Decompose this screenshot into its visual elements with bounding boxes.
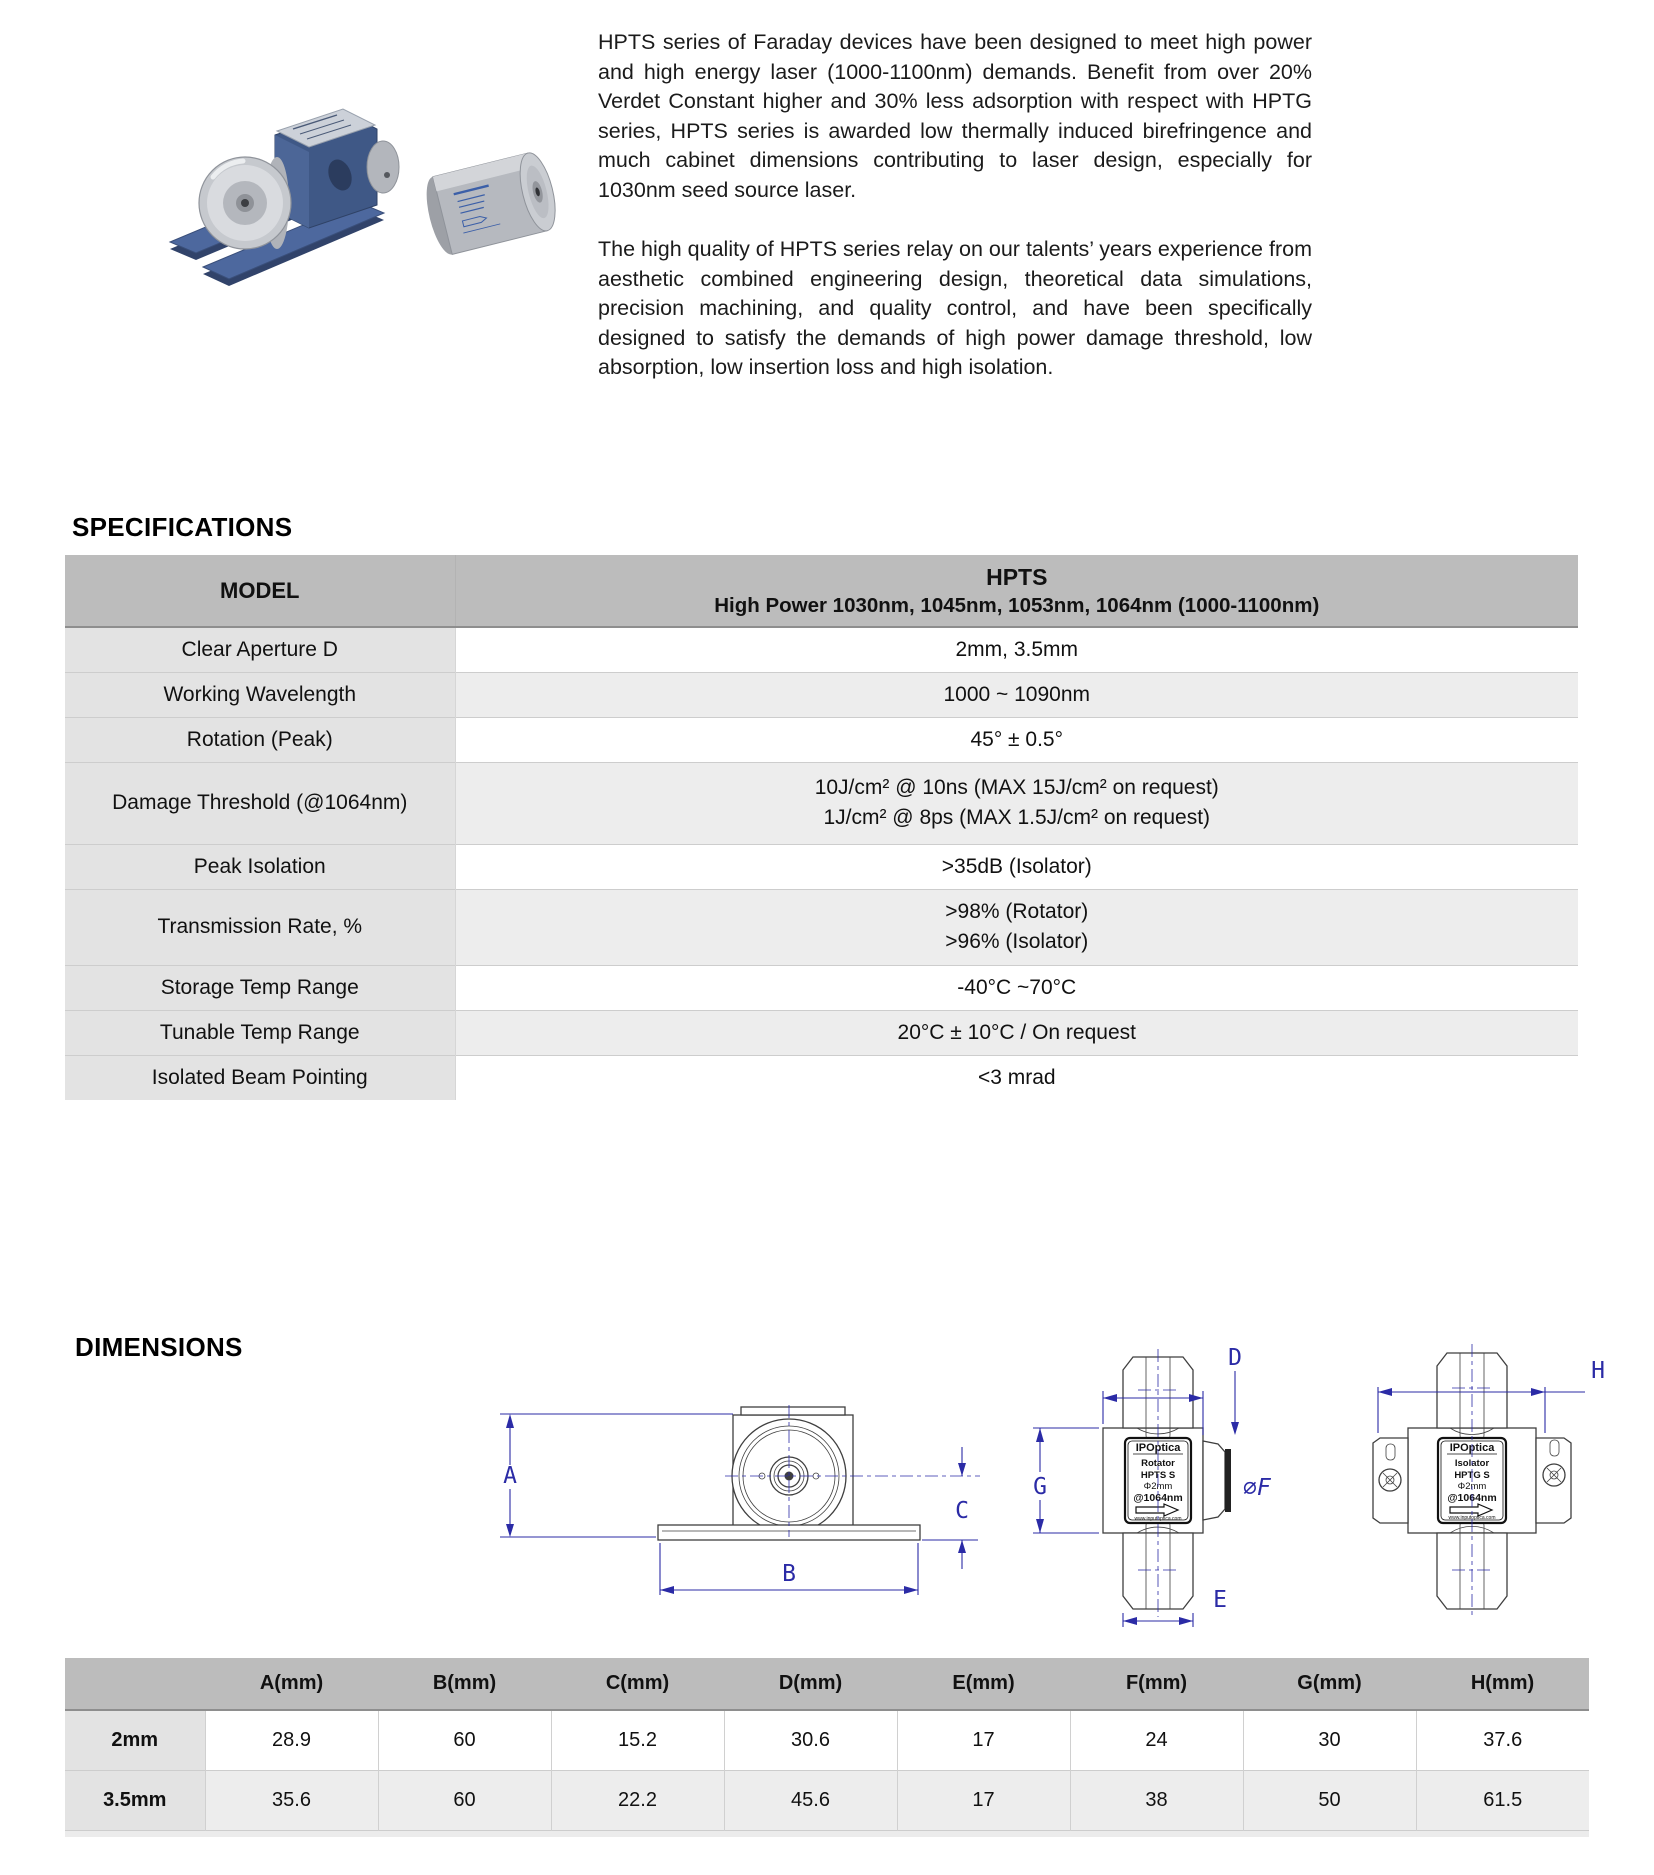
spec-row-label: Clear Aperture D	[65, 627, 455, 672]
specifications-heading: SPECIFICATIONS	[72, 512, 293, 542]
dim-letter-f: ∅F	[1243, 1475, 1271, 1501]
rotator-type: Rotator	[1141, 1458, 1175, 1469]
dim-letter-d: D	[1228, 1345, 1242, 1371]
dim-value: 37.6	[1416, 1710, 1589, 1770]
spec-row	[65, 889, 1578, 965]
rotator-aperture: Φ2mm	[1143, 1481, 1173, 1492]
spec-row-label: Damage Threshold (@1064nm)	[65, 762, 455, 844]
intro-paragraph-1: HPTS series of Faraday devices have been designed to meet high power and high energy laser (1000-1100nm) demands. Benefit from over 20% Verdet Constant higher and 30% less adsorption with respect with HPTG series, HPTS series is awarded low thermally induced birefringence and much cabinet dimensions contributing to laser design, especially for 1030nm seed source laser.	[598, 30, 1312, 202]
spec-row-value: >98% (Rotator) >96% (Isolator)	[455, 889, 1578, 965]
dim-letter-e: E	[1213, 1587, 1227, 1613]
dim-col-header: E(mm)	[897, 1658, 1070, 1710]
dim-row	[65, 1770, 1589, 1830]
dim-header-row	[65, 1658, 1589, 1710]
product-photos	[125, 55, 575, 315]
dim-value: 30.6	[724, 1710, 897, 1770]
dimensions-table	[65, 1658, 1589, 1837]
spec-row-label: Rotation (Peak)	[65, 717, 455, 762]
dim-letter-a: A	[503, 1463, 517, 1489]
rotator-brand: IPOptica	[1135, 1442, 1181, 1454]
dim-col-header: G(mm)	[1243, 1658, 1416, 1710]
rotator-wavelength: @1064nm	[1133, 1492, 1183, 1504]
dim-value: 22.2	[551, 1770, 724, 1830]
specifications-table	[65, 555, 1578, 1100]
dim-value: 15.2	[551, 1710, 724, 1770]
spec-row	[65, 1010, 1578, 1055]
isolator-wavelength: @1064nm	[1447, 1492, 1497, 1504]
spec-model-subtitle: High Power 1030nm, 1045nm, 1053nm, 1064nm (1000-1100nm)	[714, 593, 1320, 617]
dim-col-header: B(mm)	[378, 1658, 551, 1710]
drawing-front-view	[480, 1375, 1000, 1610]
spec-model-cell	[455, 555, 1578, 627]
dim-col-header: A(mm)	[205, 1658, 378, 1710]
rotator-model: HPTS S	[1140, 1470, 1176, 1481]
intro-text	[598, 28, 1312, 383]
dim-value: 50	[1243, 1770, 1416, 1830]
spec-row-value: 2mm, 3.5mm	[455, 627, 1578, 672]
dim-value: 45.6	[724, 1770, 897, 1830]
isolator-brand: IPOptica	[1449, 1442, 1495, 1454]
spec-row-label: Tunable Temp Range	[65, 1010, 455, 1055]
dim-row-label: 3.5mm	[65, 1770, 205, 1830]
dim-value: 30	[1243, 1710, 1416, 1770]
spec-row-value: >35dB (Isolator)	[455, 844, 1578, 889]
spec-header-row	[65, 555, 1578, 627]
dim-row-label: 2mm	[65, 1710, 205, 1770]
isolator-type: Isolator	[1454, 1458, 1490, 1469]
spec-row	[65, 627, 1578, 672]
spec-model-label: MODEL	[65, 555, 455, 627]
spec-row-label: Peak Isolation	[65, 844, 455, 889]
dim-row	[65, 1710, 1589, 1770]
spec-row-value: 10J/cm² @ 10ns (MAX 15J/cm² on request) 1J/cm² @ 8ps (MAX 1.5J/cm² on request)	[455, 762, 1578, 844]
spec-row	[65, 672, 1578, 717]
dim-value: 24	[1070, 1710, 1243, 1770]
product-photo-mounted	[170, 109, 399, 286]
isolator-website: www.inputoptica.com	[1448, 1515, 1496, 1521]
spec-row	[65, 965, 1578, 1010]
drawing-isolator-side	[1350, 1340, 1654, 1670]
spec-row-label: Isolated Beam Pointing	[65, 1055, 455, 1100]
dim-letter-h: H	[1591, 1358, 1605, 1384]
dim-letter-b: B	[782, 1561, 796, 1587]
spec-row	[65, 1055, 1578, 1100]
dim-letter-g: G	[1033, 1474, 1047, 1500]
dim-value: 17	[897, 1710, 1070, 1770]
dim-value: 60	[378, 1710, 551, 1770]
rotator-website: www.inputoptica.com	[1134, 1516, 1182, 1522]
dim-letter-c: C	[955, 1498, 969, 1524]
dim-value: 35.6	[205, 1770, 378, 1830]
product-photo-cylinder	[420, 149, 562, 257]
spec-row-value: 1000 ~ 1090nm	[455, 672, 1578, 717]
spec-row-label: Working Wavelength	[65, 672, 455, 717]
dimensions-heading: DIMENSIONS	[75, 1332, 243, 1362]
isolator-aperture: Φ2mm	[1457, 1481, 1487, 1492]
dim-col-header: C(mm)	[551, 1658, 724, 1710]
dim-col-header	[65, 1658, 205, 1710]
spec-row-label: Transmission Rate, %	[65, 889, 455, 965]
dim-value: 60	[378, 1770, 551, 1830]
spec-row-label: Storage Temp Range	[65, 965, 455, 1010]
dim-col-header: F(mm)	[1070, 1658, 1243, 1710]
spec-row-value: -40°C ~70°C	[455, 965, 1578, 1010]
spec-row-value: 45° ± 0.5°	[455, 717, 1578, 762]
spec-row-value: <3 mrad	[455, 1055, 1578, 1100]
drawing-rotator-side	[985, 1345, 1295, 1670]
dim-value: 61.5	[1416, 1770, 1589, 1830]
dim-table-bottom-edge	[65, 1830, 1589, 1837]
dim-value: 17	[897, 1770, 1070, 1830]
isolator-model: HPTG S	[1454, 1470, 1490, 1481]
dim-col-header: H(mm)	[1416, 1658, 1589, 1710]
spec-row	[65, 762, 1578, 844]
spec-row	[65, 717, 1578, 762]
spec-model-name: HPTS	[986, 563, 1048, 590]
spec-row	[65, 844, 1578, 889]
dim-value: 28.9	[205, 1710, 378, 1770]
spec-row-value: 20°C ± 10°C / On request	[455, 1010, 1578, 1055]
dim-value: 38	[1070, 1770, 1243, 1830]
intro-paragraph-2: The high quality of HPTS series relay on our talents’ years experience from aesthetic combined engineering design, theoretical data simulations, precision machining, and quality control, and have been specifically designed to satisfy the demands of high power damage threshold, low absorption, low insertion loss and high isolation.	[598, 237, 1312, 379]
dim-col-header: D(mm)	[724, 1658, 897, 1710]
